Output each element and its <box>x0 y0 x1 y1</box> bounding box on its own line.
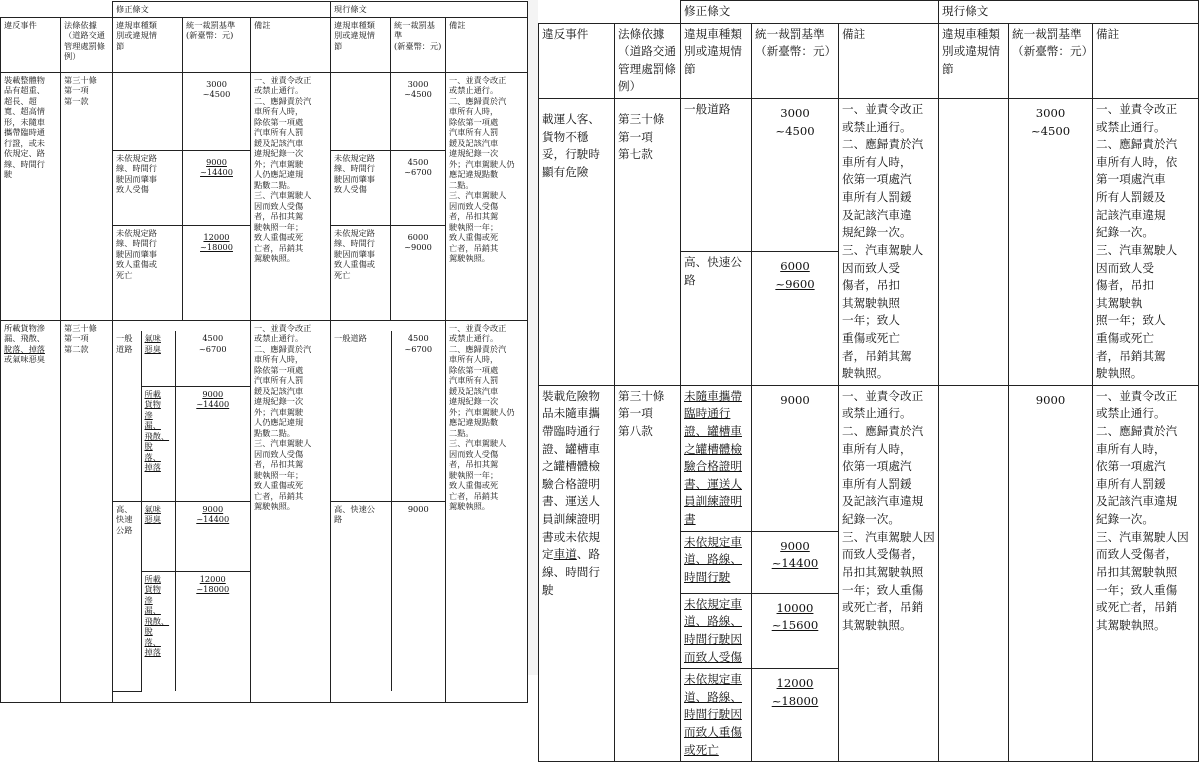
right-row1-cur-remark: 一、並責令改正 或禁止通行。 二、應歸責於汽 車所有人時，依 第一項處汽車 所有人罰鍰及 記該汽車違規 紀錄一次。 三、汽車駕駛人 因而致人受 傷者，吊扣 其駕駛執 照一年；致人 重傷或死亡 者，吊銷其駕 駛執照。 <box>1093 99 1199 386</box>
left-row1-fine-2: 12000 ~18000 <box>183 225 251 320</box>
left-row2-fine-2: 9000 ~14400 <box>175 501 250 571</box>
right-row2-cur-vehicle <box>939 385 1009 761</box>
left-row1-cur-vehicle-1: 未依規定路 線、時間行 駛因而肇事 致人受傷 <box>331 150 391 225</box>
left-row2-cur-fast-fine: 9000 <box>407 503 429 514</box>
right-row2-cur-remark: 一、並責令改正 或禁止通行。 二、應歸責於汽 車所有人時， 依第一項處汽 車所有人罰鍰 及記該汽車違規 紀錄一次。 三、汽車駕駛人因 而致人受傷者， 吊扣其駕駛執照 一年；致人重傷 或死亡者，吊銷 其駕駛執照。 <box>1093 385 1199 761</box>
right-header-violation: 違反事件 <box>539 23 615 98</box>
right-row1-cur-vehicle <box>939 99 1009 386</box>
left-blank-head <box>1 2 61 18</box>
right-row1-violation: 載運人客、 貨物不穩 妥，行駛時 顯有危險 <box>539 99 615 386</box>
right-header-remark: 備註 <box>839 23 939 98</box>
right-header-cur-fine: 統一裁罰基準 （新臺幣：元） <box>1009 23 1093 98</box>
left-row2-cur-fast: 高、快速公 路 <box>331 501 391 691</box>
left-row1-cur-fine-0: 3000 ~4500 <box>391 72 446 150</box>
left-row1-basis: 第三十條 第一項 第一款 <box>61 72 113 320</box>
right-row2-vehicle-1: 未依規定車 道、路線、 時間行駛 <box>681 531 752 593</box>
page-gutter <box>528 0 538 675</box>
right-row2-fine-2: 10000 ~15600 <box>752 593 839 668</box>
left-fine-table <box>0 1 528 703</box>
left-row2-kind-2: 氣味 惡臭 <box>141 501 175 571</box>
left-row2-fine-1: 9000 ~14400 <box>175 386 250 501</box>
left-row2-cur-general: 一般道路 <box>331 331 391 501</box>
left-header-violation: 違反事件 <box>1 17 61 72</box>
right-row2-vehicle-3: 未依規定車 道、路線、 時間行駛因 而致人重傷 或死亡 <box>681 669 752 762</box>
left-row2-fine-0: 4500 ~6700 <box>175 331 250 386</box>
left-row1-remark: 一、並責令改正 或禁止通行。 二、應歸責於汽 車所有人時， 除依第一項處 汽車所有人罰 鍰及記該汽車 違規紀錄一次 外；汽車駕駛 人仍應記違規 點數二點。 三、汽車駕駛人 因而致人受傷 者，吊扣其駕 駛執照一年； 致人重傷或死 亡者，吊銷其 駕駛執照。 <box>251 72 331 320</box>
left-row2-cur-remark: 一、並責令改正 或禁止通行。 二、應歸責於汽 車所有人時， 除依第一項處 汽車所有人罰 鍰及記該汽車 違規紀錄一次 外；汽車駕駛人仍 應記違規點數 二點。 三、汽車駕駛人 因而致人受傷 者，吊扣其駕 駛執照一年； 致人重傷或死 亡者，吊銷其 駕駛執照。 <box>446 320 528 703</box>
right-group-current: 現行條文 <box>939 1 1199 24</box>
left-header-remark: 備註 <box>251 17 331 72</box>
right-page <box>538 0 1200 757</box>
right-row2-fine-3: 12000 ~18000 <box>752 669 839 762</box>
left-header-cur-vehicle: 違規車種類 別或違規情 節 <box>331 17 391 72</box>
right-row2-vehicle-0: 未隨車攜帶 臨時通行 證、罐槽車 之罐槽體檢 驗合格證明 書、運送人 員訓練證明 書 <box>681 385 752 531</box>
left-row2-road-general: 一般 道路 <box>113 331 141 501</box>
left-header-cur-fine: 統一裁罰基準 (新臺幣：元) <box>391 17 446 72</box>
right-row2-basis: 第三十條 第一項 第八款 <box>615 385 681 761</box>
right-row2-violation-pre: 裝載危險物 品未隨車攜 帶臨時通行 證、罐槽車 之罐槽體檢 驗合格證明 書、運送人 員訓練證明 書或未依規 定 <box>542 388 600 562</box>
right-row1-basis: 第三十條 第一項 第七款 <box>615 99 681 386</box>
right-row2-violation <box>539 385 615 761</box>
left-row1-fine-1: 9000 ~14400 <box>183 150 251 225</box>
left-row2-current-inner <box>331 331 445 691</box>
left-row1-cur-fine-2: 6000 ~9000 <box>391 225 446 320</box>
left-header-basis: 法條依據 （道路交通 管理處罰條 例） <box>61 17 113 72</box>
right-row1-fine-0: 3000 ~4500 <box>752 99 839 252</box>
right-row2-remark: 一、並責令改正 或禁止通行。 二、應歸責於汽 車所有人時， 依第一項處汽 車所有人罰鍰 及記該汽車違規 紀錄一次。 三、汽車駕駛人因 而致人受傷者， 吊扣其駕駛執照 一年；致人重傷 或死亡者，吊銷 其駕駛執照。 <box>839 385 939 761</box>
right-header-basis: 法條依據 （道路交通 管理處罰條 例） <box>615 23 681 98</box>
left-row1-cur-vehicle-2: 未依規定路 線、時間行 駛因而肇事 致人重傷或 死亡 <box>331 225 391 320</box>
left-page <box>0 0 528 675</box>
left-row1-cur-remark: 一、並責令改正 或禁止通行。 二、應歸責於汽 車所有人時， 除依第一項處 汽車所有人罰 鍰及記該汽車 違規紀錄一次 外；汽車駕駛人仍 應記違規點數 二點。 三、汽車駕駛人 因而致人受傷 者，吊扣其駕 駛執照一年； 致人重傷或死 亡者，吊銷其 駕駛執照。 <box>446 72 528 320</box>
right-row2-violation-underlined: 車道 <box>553 547 577 562</box>
right-row1-vehicle-0: 一般道路 <box>681 99 752 252</box>
left-row2-violation <box>1 320 61 703</box>
right-group-amended: 修正條文 <box>681 1 939 24</box>
left-header-fine: 統一裁罰基準 (新臺幣：元) <box>183 17 251 72</box>
left-row2-inner-table <box>113 331 250 692</box>
left-row2-road-fast: 高、 快速 公路 <box>113 501 141 691</box>
left-row1-cur-fine-1: 4500 ~6700 <box>391 150 446 225</box>
left-row2-sub-grid <box>113 320 251 703</box>
right-row1-remark: 一、並責令改正 或禁止通行。 二、應歸責於汽 車所有人時， 依第一項處汽 車所有人罰鍰 及記該汽車違 規紀錄一次。 三、汽車駕駛人 因而致人受 傷者，吊扣 其駕駛執照 一年；致人 重傷或死亡 者，吊銷其駕 駛執照。 <box>839 99 939 386</box>
right-row2-fine-1: 9000 ~14400 <box>752 531 839 593</box>
right-header-fine: 統一裁罰基準 （新臺幣：元） <box>752 23 839 98</box>
right-row1-fine-1: 6000 ~9600 <box>752 252 839 386</box>
left-row2-violation-underlined: 脫落、掉落 <box>4 343 45 354</box>
right-row2-cur-fine: 9000 <box>1009 385 1093 761</box>
left-row1-violation: 裝載整體物 品有超重、 超長、超 寬、超高情 形，未隨車 攜帶臨時通 行證，或未 依規定、路 線、時間行 駛 <box>1 72 61 320</box>
left-row1-vehicle-2: 未依規定路 線、時間行 駛因而肇事 致人重傷或 死亡 <box>113 225 183 320</box>
left-group-amended: 修正條文 <box>113 2 331 18</box>
right-header-cur-remark: 備註 <box>1093 23 1199 98</box>
left-group-current: 現行條文 <box>331 2 528 18</box>
left-row2-current-grid <box>331 320 446 703</box>
right-fine-table <box>538 0 1199 762</box>
left-row2-basis: 第三十條 第一項 第二款 <box>61 320 113 703</box>
right-row1-cur-fine: 3000 ~4500 <box>1009 99 1093 386</box>
left-row1-fine-0: 3000 ~4500 <box>183 72 251 150</box>
right-row2-fine-0: 9000 <box>752 385 839 531</box>
right-header-vehicle: 違規車種類 別或違規情 節 <box>681 23 752 98</box>
left-row2-kind-3: 所載 貨物 滲 漏、 飛散、 脫 落、 掉落 <box>141 571 175 691</box>
left-row1-vehicle-1: 未依規定路 線、時間行 駛因而肇事 致人受傷 <box>113 150 183 225</box>
left-row2-fine-3: 12000 ~18000 <box>196 573 230 594</box>
left-row2-cur-general-fine: 4500 ~6700 <box>391 331 445 501</box>
left-row2-kind-0: 氣味 惡臭 <box>141 331 175 386</box>
left-row2-remark: 一、並責令改正 或禁止通行。 二、應歸責於汽 車所有人時， 除依第一項處 汽車所有人罰 鍰及記該汽車 違規紀錄一次 外；汽車駕駛 人仍應記違規 點數二點。 三、汽車駕駛人 因而致人受傷 者，吊扣其駕 駛執照一年； 致人重傷或死 亡者，吊銷其 駕駛執照。 <box>251 320 331 703</box>
right-row2-vehicle-2: 未依規定車 道、路線、 時間行駛因 而致人受傷 <box>681 593 752 668</box>
left-row2-violation-post: 或氣味惡臭 <box>4 354 45 364</box>
right-header-cur-vehicle: 違規車種類 別或違規情 節 <box>939 23 1009 98</box>
right-row2-violation-post: 、路 線、時間行 駛 <box>542 547 601 597</box>
left-row1-vehicle-0 <box>113 72 183 150</box>
left-header-cur-remark: 備註 <box>446 17 528 72</box>
right-row1-vehicle-1: 高、快速公 路 <box>681 252 752 386</box>
left-row1-cur-vehicle-0 <box>331 72 391 150</box>
left-header-vehicle: 違規車種類 別或違規情 節 <box>113 17 183 72</box>
left-row2-violation-pre: 所載貨物滲 漏、飛散、 <box>4 322 45 343</box>
left-row2-kind-1: 所載 貨物 滲 漏、 飛散、 脫 落、 掉落 <box>141 386 175 501</box>
